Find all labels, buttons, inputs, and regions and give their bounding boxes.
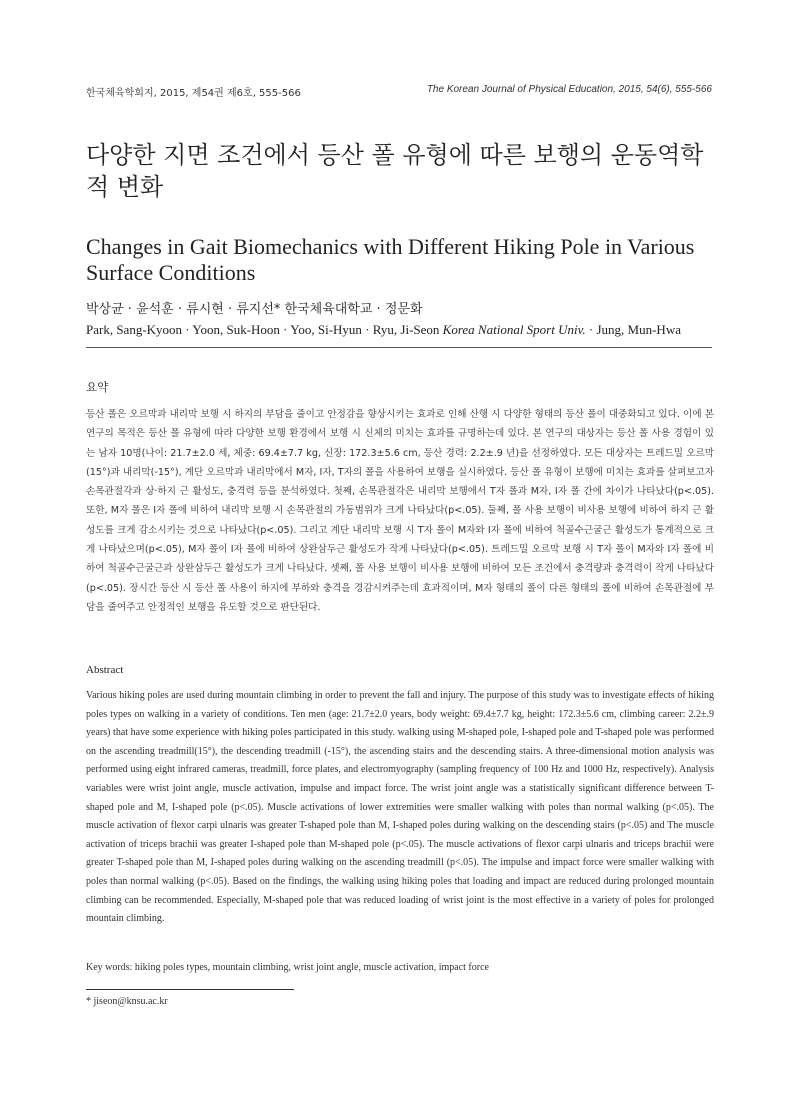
corresponding-author-email: * jiseon@knsu.ac.kr [86, 996, 168, 1007]
author-last: · Jung, Mun-Hwa [588, 322, 681, 337]
author-affiliation: Korea National Sport Univ. [442, 322, 586, 337]
running-header-english: The Korean Journal of Physical Education, 2015, 54(6), 555-566 [426, 84, 712, 95]
running-header-korean: 한국체육학회지, 2015, 제54권 제6호, 555-566 [86, 88, 301, 99]
korean-title: 다양한 지면 조건에서 등산 폴 유형에 따른 보행의 운동역학적 변화 [86, 141, 704, 201]
authors-korean: 박상균 · 윤석훈 · 류시현 · 류지선* 한국체육대학교 · 정문화 [86, 302, 423, 317]
english-abstract-body: Various hiking poles are used during mountain climbing in order to prevent the fall and injury. The purpose of this study was to investigate effects of hiking poles types on walking in a variety of conditions. Ten men (age: 21.7±2.0 years, body weight: 69.4±7.7 kg, height: 172.3±5.6 cm, climbing career: 2.2±.9 years) that have some experience with hiking poles participated in this study. walking using M-shaped pole, I-shaped pole and T-shaped pole was performed on the ascending treadmill(15°), the descending treadmill (-15°), the ascending stairs and the descending stairs. A three-dimensional motion analysis was performed using eight infrared cameras, treadmill, force plates, and electromyography (sampling frequency of 100 Hz and 1000 Hz, respectively). Analysis variables were wrist joint angle, muscle activation, impulse and impact force. The wrist joint angle was a statistically significant difference between T-shaped pole and M, I-shaped pole (p<.05). Muscle activations of lower extremities were smaller walking with poles than normal walking (p<.05). The muscle activation of flexor carpi ulnaris was greater T-shaped pole than M, I-shaped poles during walking on the descending stairs (p<.05) and The muscle activation of triceps brachii was greater I-shaped pole than M-shaped pole (p<.05). The muscle activations of flexor carpi ulnaris and triceps brachii were greater T-shaped pole than M, I-shaped poles during walking on the ascending treadmill (p<.05). The impulse and impact force were smaller walking with poles than normal walking (p<.05). Based on the findings, the walking using hiking poles that loading and impact are reduced during prolonged mountain climbing can be recommended. Especially, M-shaped pole that was reduced loading of wrist joint is the most effective in a variety of poles for prolonged mountain climbing. [86, 690, 714, 925]
korean-abstract-heading: 요약 [86, 380, 109, 394]
footnote-divider [86, 989, 294, 990]
english-title: Changes in Gait Biomechanics with Different Hiking Pole in Various Surface Conditions [86, 234, 695, 285]
keywords: Key words: hiking poles types, mountain climbing, wrist joint angle, muscle activation, impact force [86, 962, 489, 973]
title-divider [86, 347, 712, 348]
korean-abstract-body: 등산 폴은 오르막과 내리막 보행 시 하지의 부담을 줄이고 안정감을 향상시키는 효과로 인해 산행 시 다양한 형태의 등산 폴이 대중화되고 있다. 이에 본 연구의 목적은 등산 폴 유형에 따라 다양한 보행 환경에서 보행 시 신체의 미치는 효과를 규명하는데 있다. 본 연구의 대상자는 등산 폴 사용 경험이 있는 남자 10명(나이: 21.7±2.0 세, 체중: 69.4±7.7 kg, 신장: 172.3±5.6 cm, 등산 경력: 2.2±.9 년)을 선정하였다. 모든 대상자는 트레드밀 오르막(15°)과 내리막(-15°), 계단 오르막과 내리막에서 M자, I자, T자의 폴을 사용하여 보행을 실시하였다. 등산 폴 유형이 보행에 미치는 효과를 살펴보고자 손목관절각과 상·하지 근 활성도, 충격력 등을 분석하였다. 첫째, 손목관절각은 내리막 보행에서 T자 폴과 M자, I자 폴 간에 차이가 나타났다(p<.05). 또한, M자 폴은 I자 폴에 비하여 내리막 보행 시 손목관절의 가동범위가 크게 나타났다(p<.05). 둘째, 폴 사용 보행이 비사용 보행에 비하여 하지 근 활성도를 크게 감소시키는 것으로 나타났다(p<.05). 그리고 계단 내리막 보행 시 T자 폴이 M자와 I자 폴에 비하여 척골수근굴근 활성도가 통계적으로 크게 나타났으며(p<.05), M자 폴이 I자 폴에 비하여 상완삼두근 활성도가 작게 나타났다(p<.05). 트레드밀 오르막 보행 시 T자 폴이 M자와 I자 폴에 비하여 척골수근굴근과 상완삼두근 활성도가 크게 나타났다. 셋째, 폴 사용 보행이 비사용 보행에 비하여 모든 조건에서 충격량과 충격력이 작게 나타났다(p<.05). 장시간 등산 시 등산 폴 사용이 하지에 부하와 충격을 경감시켜주는데 효과적이며, M자 형태의 폴이 다른 형태의 폴에 비하여 손목관절에 부담을 줄여주고 안정적인 보행을 유도할 것으로 판단된다. [86, 409, 714, 613]
author-names: Park, Sang-Kyoon · Yoon, Suk-Hoon · Yoo, Si-Hyun · Ryu, Ji-Seon [86, 322, 440, 337]
authors-english [86, 322, 681, 338]
english-abstract-heading: Abstract [86, 664, 124, 676]
